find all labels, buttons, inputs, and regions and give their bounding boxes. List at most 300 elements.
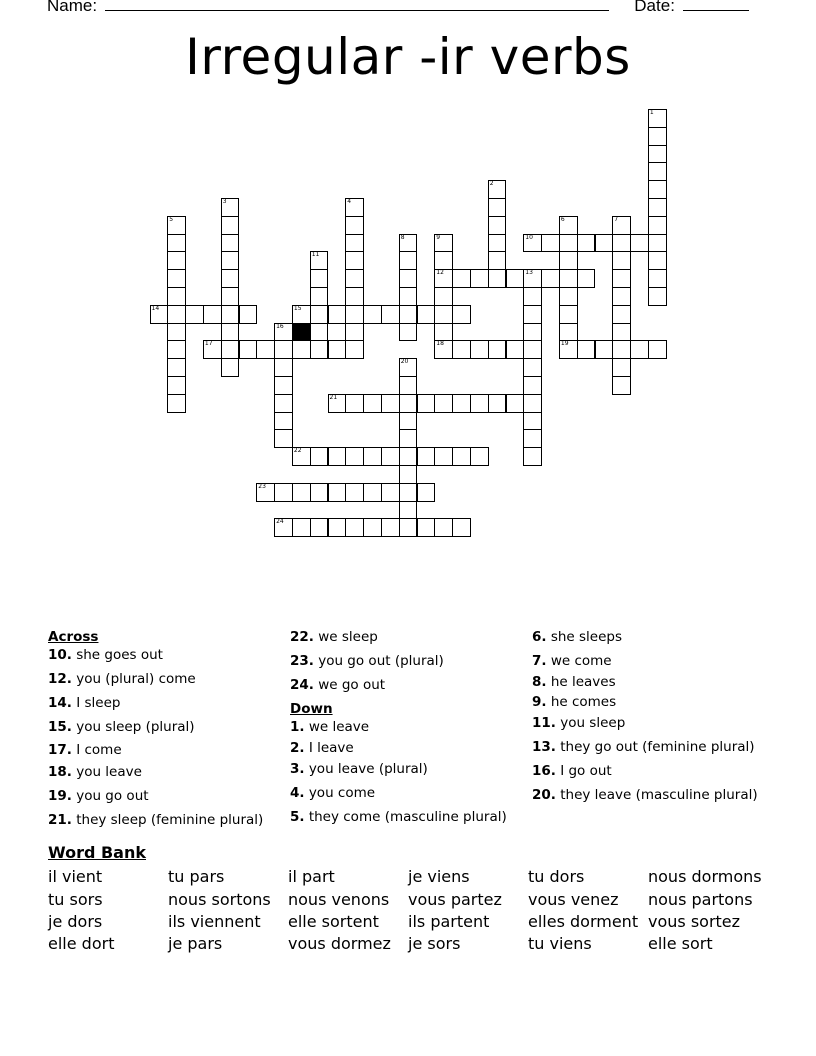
clue-number-label: 15. bbox=[48, 719, 72, 735]
grid-cell[interactable] bbox=[452, 340, 471, 359]
grid-cell[interactable] bbox=[167, 305, 186, 324]
grid-cell[interactable] bbox=[417, 483, 436, 502]
clue-number: 3 bbox=[222, 198, 227, 205]
grid-cell[interactable] bbox=[559, 305, 578, 324]
clue-number: 23 bbox=[258, 482, 266, 490]
clue-number-label: 5. bbox=[290, 809, 305, 825]
clue-text: I leave bbox=[304, 740, 354, 756]
down-clue bbox=[532, 715, 625, 731]
across-clue bbox=[48, 695, 120, 711]
grid-cell[interactable] bbox=[559, 340, 578, 359]
grid-cell[interactable] bbox=[221, 323, 240, 342]
clue-number-label: 4. bbox=[290, 785, 305, 801]
clue-text: we go out bbox=[313, 677, 386, 693]
grid-cell[interactable] bbox=[488, 251, 507, 270]
grid-cell[interactable] bbox=[541, 234, 560, 253]
grid-cell[interactable] bbox=[648, 340, 667, 359]
word-bank-entry: vous sortez bbox=[648, 912, 741, 931]
grid-cell[interactable] bbox=[310, 447, 329, 466]
grid-cell[interactable] bbox=[452, 305, 471, 324]
clue-number: 22 bbox=[293, 447, 302, 455]
word-bank-title: Word Bank bbox=[48, 843, 147, 862]
grid-cell[interactable] bbox=[363, 305, 382, 324]
grid-cell[interactable] bbox=[506, 394, 525, 413]
grid-cell[interactable] bbox=[310, 287, 329, 306]
clue-number-label: 9. bbox=[532, 694, 547, 710]
grid-cell[interactable] bbox=[434, 234, 453, 253]
grid-cell[interactable] bbox=[648, 269, 667, 288]
grid-cell[interactable] bbox=[345, 287, 364, 306]
clue-text: we leave bbox=[304, 719, 370, 735]
clue-number-label: 10. bbox=[48, 647, 72, 663]
grid-cell[interactable] bbox=[417, 394, 436, 413]
clue-text: they leave (masculine plural) bbox=[555, 787, 758, 803]
grid-cell[interactable] bbox=[612, 376, 631, 395]
grid-cell[interactable] bbox=[167, 394, 186, 413]
word-bank-entry: tu sors bbox=[48, 890, 103, 909]
grid-cell[interactable] bbox=[345, 234, 364, 253]
word-bank-entry: il part bbox=[288, 867, 335, 886]
grid-cell[interactable] bbox=[292, 340, 311, 359]
grid-cell[interactable] bbox=[648, 180, 667, 199]
grid-cell[interactable] bbox=[221, 251, 240, 270]
grid-cell[interactable] bbox=[523, 429, 542, 448]
grid-cell[interactable] bbox=[345, 198, 364, 217]
grid-cell[interactable] bbox=[292, 305, 311, 324]
grid-cell[interactable] bbox=[434, 323, 453, 342]
word-bank-entry: vous dormez bbox=[288, 934, 391, 953]
clue-number: 17 bbox=[204, 340, 213, 348]
clue-number-label: 13. bbox=[532, 739, 556, 755]
grid-cell[interactable] bbox=[167, 287, 186, 306]
down-clue bbox=[532, 739, 755, 755]
clue-number: 24 bbox=[276, 518, 284, 526]
grid-cell[interactable] bbox=[310, 518, 329, 537]
grid-cell[interactable] bbox=[399, 412, 418, 431]
clue-text: you come bbox=[304, 785, 376, 801]
clue-number: 2 bbox=[489, 180, 494, 188]
down-clue bbox=[532, 694, 616, 710]
grid-cell[interactable] bbox=[612, 216, 631, 235]
grid-cell[interactable] bbox=[452, 518, 471, 537]
grid-block bbox=[292, 323, 311, 342]
grid-cell[interactable] bbox=[434, 340, 453, 359]
clue-number-label: 21. bbox=[48, 812, 72, 828]
grid-cell[interactable] bbox=[470, 269, 489, 288]
clue-number-label: 14. bbox=[48, 695, 72, 711]
grid-cell[interactable] bbox=[648, 145, 667, 164]
grid-cell[interactable] bbox=[345, 251, 364, 270]
clue-text: they come (masculine plural) bbox=[304, 809, 507, 825]
clue-text: he leaves bbox=[546, 674, 616, 690]
grid-cell[interactable] bbox=[417, 447, 436, 466]
grid-cell[interactable] bbox=[167, 269, 186, 288]
grid-cell[interactable] bbox=[488, 234, 507, 253]
grid-cell[interactable] bbox=[345, 216, 364, 235]
grid-cell[interactable] bbox=[523, 358, 542, 377]
down-clue bbox=[532, 787, 758, 803]
grid-cell[interactable] bbox=[612, 340, 631, 359]
page-title: Irregular -ir verbs bbox=[185, 28, 631, 86]
grid-cell[interactable] bbox=[648, 127, 667, 146]
clue-number-label: 2. bbox=[290, 740, 305, 756]
grid-cell[interactable] bbox=[292, 483, 311, 502]
word-bank-entry: vous venez bbox=[528, 890, 619, 909]
word-bank-entry: vous partez bbox=[408, 890, 502, 909]
grid-cell[interactable] bbox=[523, 234, 542, 253]
grid-cell[interactable] bbox=[399, 501, 418, 520]
grid-cell[interactable] bbox=[274, 412, 293, 431]
grid-cell[interactable] bbox=[274, 394, 293, 413]
grid-cell[interactable] bbox=[221, 216, 240, 235]
grid-cell[interactable] bbox=[612, 287, 631, 306]
grid-cell[interactable] bbox=[648, 287, 667, 306]
name-label: Name: bbox=[47, 0, 98, 15]
grid-cell[interactable] bbox=[221, 340, 240, 359]
across-clue bbox=[48, 719, 195, 735]
grid-cell[interactable] bbox=[630, 340, 649, 359]
grid-cell[interactable] bbox=[488, 198, 507, 217]
down-heading: Down bbox=[290, 701, 333, 717]
grid-cell[interactable] bbox=[345, 483, 364, 502]
word-bank-entry: elle dort bbox=[48, 934, 115, 953]
grid-cell[interactable] bbox=[328, 518, 347, 537]
across-clue bbox=[48, 742, 122, 758]
grid-cell[interactable] bbox=[417, 518, 436, 537]
grid-cell[interactable] bbox=[203, 305, 222, 324]
grid-cell[interactable] bbox=[434, 269, 453, 288]
grid-cell[interactable] bbox=[470, 394, 489, 413]
grid-cell[interactable] bbox=[363, 394, 382, 413]
clue-number: 13 bbox=[525, 269, 533, 277]
clue-text: you go out (plural) bbox=[313, 653, 444, 669]
across-heading: Across bbox=[48, 629, 99, 645]
clue-number-label: 23. bbox=[290, 653, 314, 669]
grid-cell[interactable] bbox=[506, 269, 525, 288]
grid-cell[interactable] bbox=[399, 234, 418, 253]
clue-number: 16 bbox=[276, 322, 284, 330]
grid-cell[interactable] bbox=[345, 269, 364, 288]
word-bank-entry: il vient bbox=[48, 867, 103, 886]
grid-cell[interactable] bbox=[328, 483, 347, 502]
word-bank-entry: je viens bbox=[408, 867, 470, 886]
grid-cell[interactable] bbox=[381, 518, 400, 537]
grid-cell[interactable] bbox=[345, 340, 364, 359]
grid-cell[interactable] bbox=[488, 216, 507, 235]
grid-cell[interactable] bbox=[274, 429, 293, 448]
grid-cell[interactable] bbox=[167, 234, 186, 253]
grid-cell[interactable] bbox=[167, 376, 186, 395]
clue-number-label: 17. bbox=[48, 742, 72, 758]
clue-text: you sleep bbox=[555, 715, 626, 731]
clue-text: we sleep bbox=[313, 629, 378, 645]
grid-cell[interactable] bbox=[541, 269, 560, 288]
grid-cell[interactable] bbox=[648, 216, 667, 235]
clue-text: we come bbox=[546, 653, 612, 669]
grid-cell[interactable] bbox=[577, 269, 596, 288]
grid-cell[interactable] bbox=[203, 340, 222, 359]
grid-cell[interactable] bbox=[274, 323, 293, 342]
clue-text: they sleep (feminine plural) bbox=[71, 812, 264, 828]
grid-cell[interactable] bbox=[612, 358, 631, 377]
clue-number: 8 bbox=[400, 233, 405, 241]
grid-cell[interactable] bbox=[523, 412, 542, 431]
across-clue bbox=[48, 764, 142, 780]
grid-cell[interactable] bbox=[167, 251, 186, 270]
grid-cell[interactable] bbox=[452, 447, 471, 466]
clue-text: you leave bbox=[71, 764, 142, 780]
across-clue bbox=[290, 677, 385, 693]
grid-cell[interactable] bbox=[399, 358, 418, 377]
grid-cell[interactable] bbox=[274, 483, 293, 502]
grid-cell[interactable] bbox=[256, 340, 275, 359]
date-label: Date: bbox=[634, 0, 675, 15]
grid-cell[interactable] bbox=[452, 269, 471, 288]
grid-cell[interactable] bbox=[399, 447, 418, 466]
grid-cell[interactable] bbox=[239, 340, 258, 359]
grid-cell[interactable] bbox=[221, 234, 240, 253]
word-bank-entry: ils partent bbox=[408, 912, 490, 931]
grid-cell[interactable] bbox=[506, 340, 525, 359]
grid-cell[interactable] bbox=[559, 323, 578, 342]
grid-cell[interactable] bbox=[648, 251, 667, 270]
clue-text: I come bbox=[71, 742, 122, 758]
clue-number-label: 3. bbox=[290, 761, 305, 777]
grid-cell[interactable] bbox=[310, 340, 329, 359]
down-clue bbox=[532, 653, 612, 669]
word-bank-entry: elle sort bbox=[648, 934, 713, 953]
down-clue bbox=[290, 761, 428, 777]
word-bank-entry: nous sortons bbox=[168, 890, 271, 909]
grid-cell[interactable] bbox=[221, 269, 240, 288]
grid-cell[interactable] bbox=[256, 483, 275, 502]
grid-cell[interactable] bbox=[399, 287, 418, 306]
clue-number-label: 1. bbox=[290, 719, 305, 735]
clue-number: 10 bbox=[525, 233, 533, 241]
grid-cell[interactable] bbox=[559, 269, 578, 288]
clue-number-label: 8. bbox=[532, 674, 547, 690]
clue-number-label: 6. bbox=[532, 629, 547, 645]
grid-cell[interactable] bbox=[167, 323, 186, 342]
grid-cell[interactable] bbox=[274, 376, 293, 395]
clue-number: 1 bbox=[649, 109, 654, 116]
grid-cell[interactable] bbox=[488, 269, 507, 288]
word-bank-entry: je pars bbox=[168, 934, 223, 953]
grid-cell[interactable] bbox=[648, 198, 667, 217]
grid-cell[interactable] bbox=[310, 305, 329, 324]
across-clue bbox=[48, 671, 196, 687]
grid-cell[interactable] bbox=[328, 394, 347, 413]
word-bank-entry: elle sortent bbox=[288, 912, 379, 931]
grid-cell[interactable] bbox=[523, 323, 542, 342]
down-clue bbox=[290, 740, 354, 756]
clue-text: you (plural) come bbox=[71, 671, 196, 687]
word-bank-entry: elles dorment bbox=[528, 912, 639, 931]
grid-cell[interactable] bbox=[488, 394, 507, 413]
grid-cell[interactable] bbox=[185, 305, 204, 324]
grid-cell[interactable] bbox=[523, 340, 542, 359]
across-clue bbox=[48, 812, 263, 828]
down-clue bbox=[290, 719, 369, 735]
across-clue bbox=[290, 653, 444, 669]
grid-cell[interactable] bbox=[630, 234, 649, 253]
clue-number-label: 11. bbox=[532, 715, 556, 731]
clue-text: you leave (plural) bbox=[304, 761, 428, 777]
grid-cell[interactable] bbox=[399, 518, 418, 537]
grid-cell[interactable] bbox=[167, 340, 186, 359]
grid-cell[interactable] bbox=[381, 483, 400, 502]
grid-cell[interactable] bbox=[221, 358, 240, 377]
grid-cell[interactable] bbox=[523, 305, 542, 324]
word-bank-entry: je dors bbox=[48, 912, 103, 931]
across-clue bbox=[290, 629, 378, 645]
grid-cell[interactable] bbox=[399, 305, 418, 324]
grid-cell[interactable] bbox=[363, 447, 382, 466]
clue-number: 21 bbox=[329, 393, 338, 401]
grid-cell[interactable] bbox=[523, 376, 542, 395]
grid-cell[interactable] bbox=[452, 394, 471, 413]
grid-cell[interactable] bbox=[167, 216, 186, 235]
grid-cell[interactable] bbox=[221, 198, 240, 217]
grid-cell[interactable] bbox=[221, 287, 240, 306]
grid-cell[interactable] bbox=[274, 518, 293, 537]
clue-number-label: 22. bbox=[290, 629, 314, 645]
clue-number: 15 bbox=[293, 304, 302, 312]
grid-cell[interactable] bbox=[328, 447, 347, 466]
grid-cell[interactable] bbox=[523, 269, 542, 288]
clue-text: she goes out bbox=[71, 647, 163, 663]
grid-cell[interactable] bbox=[559, 287, 578, 306]
grid-cell[interactable] bbox=[399, 323, 418, 342]
word-bank-entry: nous venons bbox=[288, 890, 390, 909]
grid-cell[interactable] bbox=[274, 340, 293, 359]
grid-cell[interactable] bbox=[221, 305, 240, 324]
grid-cell[interactable] bbox=[399, 269, 418, 288]
grid-cell[interactable] bbox=[345, 518, 364, 537]
clue-number: 11 bbox=[311, 251, 320, 259]
grid-cell[interactable] bbox=[399, 394, 418, 413]
clue-number-label: 7. bbox=[532, 653, 547, 669]
grid-cell[interactable] bbox=[310, 323, 329, 342]
clue-number-label: 19. bbox=[48, 788, 72, 804]
grid-cell[interactable] bbox=[399, 429, 418, 448]
grid-cell[interactable] bbox=[381, 447, 400, 466]
grid-cell[interactable] bbox=[399, 251, 418, 270]
clue-text: I sleep bbox=[71, 695, 121, 711]
clue-number-label: 24. bbox=[290, 677, 314, 693]
word-bank-entry: nous dormons bbox=[648, 867, 762, 886]
down-clue bbox=[532, 629, 622, 645]
grid-cell[interactable] bbox=[167, 358, 186, 377]
grid-cell[interactable] bbox=[559, 216, 578, 235]
grid-cell[interactable] bbox=[434, 287, 453, 306]
clue-number-label: 18. bbox=[48, 764, 72, 780]
grid-cell[interactable] bbox=[488, 180, 507, 199]
grid-cell[interactable] bbox=[381, 305, 400, 324]
grid-cell[interactable] bbox=[345, 447, 364, 466]
clue-number: 20 bbox=[400, 358, 409, 366]
grid-cell[interactable] bbox=[612, 251, 631, 270]
clue-number: 14 bbox=[151, 304, 160, 312]
grid-cell[interactable] bbox=[577, 234, 596, 253]
grid-cell[interactable] bbox=[434, 447, 453, 466]
clue-text: I go out bbox=[555, 763, 612, 779]
grid-cell[interactable] bbox=[434, 251, 453, 270]
grid-cell[interactable] bbox=[612, 323, 631, 342]
clue-number: 4 bbox=[347, 198, 352, 205]
grid-cell[interactable] bbox=[274, 358, 293, 377]
down-clue bbox=[532, 674, 616, 690]
clue-text: you go out bbox=[71, 788, 149, 804]
grid-cell[interactable] bbox=[363, 483, 382, 502]
word-bank-entry: tu pars bbox=[168, 867, 225, 886]
grid-cell[interactable] bbox=[612, 269, 631, 288]
grid-cell[interactable] bbox=[523, 287, 542, 306]
grid-cell[interactable] bbox=[345, 305, 364, 324]
grid-cell[interactable] bbox=[488, 340, 507, 359]
clue-number: 6 bbox=[560, 215, 565, 223]
clue-number: 12 bbox=[436, 269, 444, 277]
grid-cell[interactable] bbox=[328, 340, 347, 359]
grid-cell[interactable] bbox=[470, 447, 489, 466]
grid-cell[interactable] bbox=[363, 518, 382, 537]
grid-cell[interactable] bbox=[399, 376, 418, 395]
grid-cell[interactable] bbox=[648, 162, 667, 181]
word-bank-entry: je sors bbox=[408, 934, 461, 953]
grid-cell[interactable] bbox=[292, 447, 311, 466]
grid-cell[interactable] bbox=[595, 234, 614, 253]
grid-cell[interactable] bbox=[310, 483, 329, 502]
grid-cell[interactable] bbox=[595, 340, 614, 359]
grid-cell[interactable] bbox=[399, 483, 418, 502]
word-bank-entry: tu dors bbox=[528, 867, 585, 886]
grid-cell[interactable] bbox=[523, 447, 542, 466]
word-bank-entry: tu viens bbox=[528, 934, 592, 953]
clue-number: 5 bbox=[169, 215, 174, 223]
grid-cell[interactable] bbox=[381, 394, 400, 413]
grid-cell[interactable] bbox=[345, 394, 364, 413]
clue-number: 7 bbox=[614, 215, 619, 223]
grid-cell[interactable] bbox=[417, 305, 436, 324]
down-clue bbox=[290, 785, 375, 801]
grid-cell[interactable] bbox=[559, 234, 578, 253]
down-clue bbox=[290, 809, 507, 825]
grid-cell[interactable] bbox=[310, 251, 329, 270]
grid-cell[interactable] bbox=[523, 394, 542, 413]
grid-cell[interactable] bbox=[399, 465, 418, 484]
grid-cell[interactable] bbox=[648, 109, 667, 128]
grid-cell[interactable] bbox=[648, 234, 667, 253]
grid-cell[interactable] bbox=[292, 518, 311, 537]
grid-cell[interactable] bbox=[612, 234, 631, 253]
across-clue bbox=[48, 647, 163, 663]
clue-number-label: 16. bbox=[532, 763, 556, 779]
grid-cell[interactable] bbox=[434, 518, 453, 537]
grid-cell[interactable] bbox=[612, 305, 631, 324]
grid-cell[interactable] bbox=[434, 394, 453, 413]
grid-cell[interactable] bbox=[239, 305, 258, 324]
grid-cell[interactable] bbox=[577, 340, 596, 359]
grid-cell[interactable] bbox=[434, 305, 453, 324]
clue-text: they go out (feminine plural) bbox=[555, 739, 755, 755]
grid-cell[interactable] bbox=[310, 269, 329, 288]
clue-number: 18 bbox=[436, 340, 444, 348]
grid-cell[interactable] bbox=[150, 305, 169, 324]
grid-cell[interactable] bbox=[559, 251, 578, 270]
grid-cell[interactable] bbox=[345, 323, 364, 342]
grid-cell[interactable] bbox=[470, 340, 489, 359]
grid-cell[interactable] bbox=[328, 305, 347, 324]
